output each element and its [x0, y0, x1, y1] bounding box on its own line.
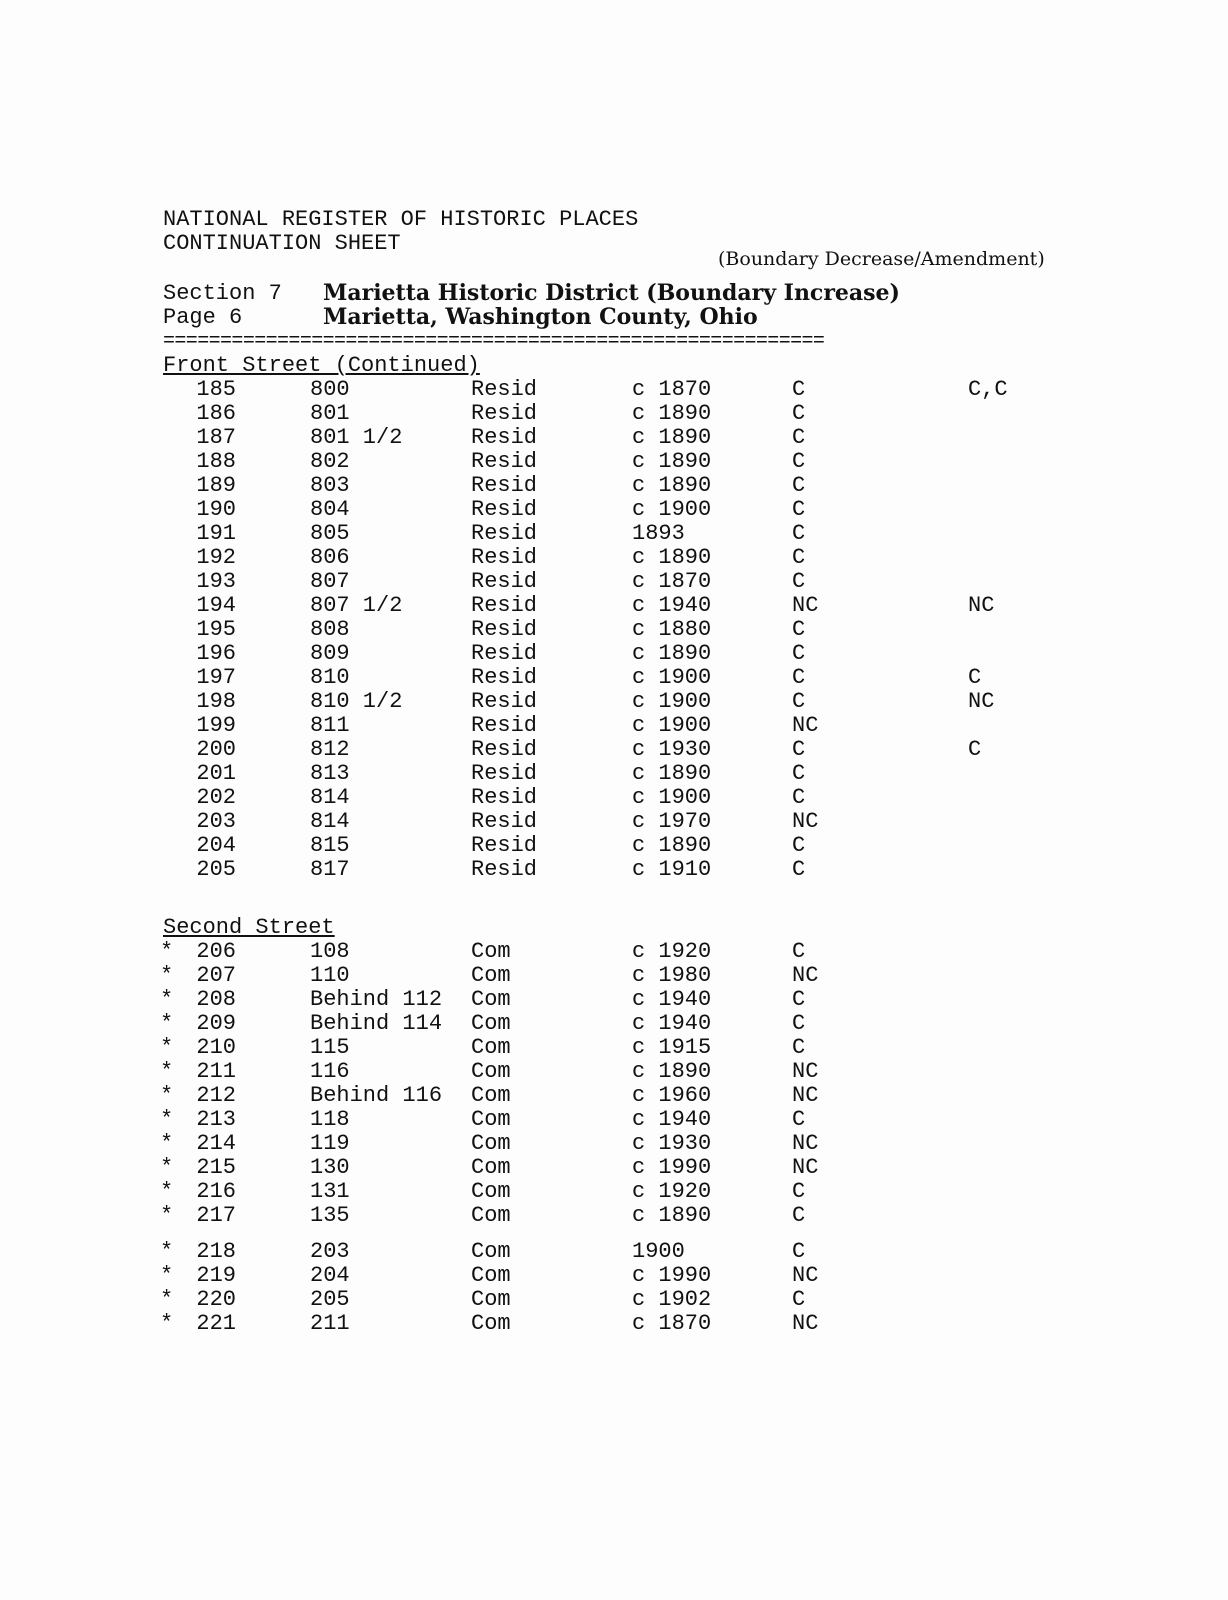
date: c 1900 [632, 713, 712, 738]
use-type: Resid [471, 761, 538, 786]
table-row [0, 570, 1228, 594]
address: 807 1/2 [310, 593, 403, 618]
date: c 1870 [632, 1311, 712, 1336]
table-row [0, 964, 1228, 988]
date: c 1960 [632, 1083, 712, 1108]
resource-number: 213 [196, 1107, 236, 1132]
use-type: Com [471, 1203, 511, 1228]
date: c 1900 [632, 665, 712, 690]
status: C [792, 473, 806, 498]
status: C [792, 1179, 806, 1204]
use-type: Com [471, 939, 511, 964]
table-row [0, 1288, 1228, 1312]
status: C [792, 939, 806, 964]
status: NC [792, 1263, 819, 1288]
date: c 1870 [632, 569, 712, 594]
date: c 1890 [632, 425, 712, 450]
resource-number: 216 [196, 1179, 236, 1204]
table-row [0, 858, 1228, 882]
entry-marker: * [160, 1131, 174, 1156]
resource-number: 217 [196, 1203, 236, 1228]
status: C [792, 737, 806, 762]
boundary-note: (Boundary Decrease/Amendment) [718, 248, 1045, 270]
table-row [0, 450, 1228, 474]
resource-number: 210 [196, 1035, 236, 1060]
resource-number: 190 [196, 497, 236, 522]
address: 131 [310, 1179, 350, 1204]
address: 130 [310, 1155, 350, 1180]
address: Behind 112 [310, 987, 443, 1012]
separator-rule: ========================================================== [163, 330, 825, 353]
entry-marker: * [160, 1287, 174, 1312]
status: C [792, 1203, 806, 1228]
resource-number: 208 [196, 987, 236, 1012]
status: C [792, 449, 806, 474]
use-type: Resid [471, 833, 538, 858]
use-type: Com [471, 1059, 511, 1084]
resource-number: 195 [196, 617, 236, 642]
address: 806 [310, 545, 350, 570]
address: 817 [310, 857, 350, 882]
use-type: Com [471, 1011, 511, 1036]
date: c 1930 [632, 737, 712, 762]
resource-number: 206 [196, 939, 236, 964]
table-row [0, 1180, 1228, 1204]
address: 814 [310, 785, 350, 810]
date: c 1900 [632, 785, 712, 810]
status: C [792, 401, 806, 426]
status: C [792, 497, 806, 522]
additional-status: C,C [968, 377, 1008, 402]
address: 205 [310, 1287, 350, 1312]
use-type: Com [471, 1155, 511, 1180]
use-type: Com [471, 1179, 511, 1204]
resource-number: 211 [196, 1059, 236, 1084]
status: NC [792, 1311, 819, 1336]
address: 810 [310, 665, 350, 690]
status: C [792, 641, 806, 666]
address: 115 [310, 1035, 350, 1060]
status: C [792, 1011, 806, 1036]
address: 801 1/2 [310, 425, 403, 450]
address: 813 [310, 761, 350, 786]
location-line: Marietta, Washington County, Ohio [323, 304, 758, 330]
use-type: Com [471, 1107, 511, 1132]
address: 108 [310, 939, 350, 964]
resource-number: 203 [196, 809, 236, 834]
resource-number: 192 [196, 545, 236, 570]
address: 118 [310, 1107, 350, 1132]
section-title: Marietta Historic District (Boundary Increase) [323, 280, 900, 306]
date: c 1870 [632, 377, 712, 402]
use-type: Resid [471, 593, 538, 618]
status: C [792, 1035, 806, 1060]
table-row [0, 988, 1228, 1012]
use-type: Resid [471, 425, 538, 450]
date: c 1890 [632, 473, 712, 498]
entry-marker: * [160, 987, 174, 1012]
address: Behind 116 [310, 1083, 443, 1108]
date: c 1900 [632, 689, 712, 714]
status: C [792, 665, 806, 690]
status: C [792, 761, 806, 786]
status: C [792, 545, 806, 570]
use-type: Com [471, 1131, 511, 1156]
use-type: Resid [471, 617, 538, 642]
table-row [0, 594, 1228, 618]
date: c 1940 [632, 1107, 712, 1132]
table-row [0, 426, 1228, 450]
resource-number: 202 [196, 785, 236, 810]
entry-marker: * [160, 1263, 174, 1288]
table-row [0, 1084, 1228, 1108]
page-label: Page 6 [163, 305, 243, 330]
address: 815 [310, 833, 350, 858]
resource-number: 218 [196, 1239, 236, 1264]
resource-number: 185 [196, 377, 236, 402]
resource-number: 186 [196, 401, 236, 426]
table-row [0, 618, 1228, 642]
table-row [0, 786, 1228, 810]
address: 807 [310, 569, 350, 594]
address: 814 [310, 809, 350, 834]
table-row [0, 810, 1228, 834]
date: c 1890 [632, 641, 712, 666]
resource-number: 200 [196, 737, 236, 762]
resource-number: 196 [196, 641, 236, 666]
table-row [0, 762, 1228, 786]
status: NC [792, 1083, 819, 1108]
section-label: Section 7 [163, 281, 282, 306]
resource-number: 220 [196, 1287, 236, 1312]
use-type: Com [471, 1239, 511, 1264]
table-row [0, 642, 1228, 666]
table-row [0, 378, 1228, 402]
address: 203 [310, 1239, 350, 1264]
address: 809 [310, 641, 350, 666]
use-type: Resid [471, 689, 538, 714]
date: c 1940 [632, 1011, 712, 1036]
status: NC [792, 1131, 819, 1156]
status: C [792, 425, 806, 450]
status: NC [792, 809, 819, 834]
table-row [0, 1312, 1228, 1336]
use-type: Resid [471, 641, 538, 666]
table-row [0, 498, 1228, 522]
status: C [792, 1107, 806, 1132]
additional-status: NC [968, 689, 995, 714]
resource-number: 201 [196, 761, 236, 786]
status: C [792, 569, 806, 594]
entry-marker: * [160, 1155, 174, 1180]
status: C [792, 521, 806, 546]
date: c 1902 [632, 1287, 712, 1312]
use-type: Com [471, 963, 511, 988]
status: C [792, 857, 806, 882]
use-type: Resid [471, 545, 538, 570]
additional-status: NC [968, 593, 995, 618]
table-row [0, 402, 1228, 426]
resource-number: 212 [196, 1083, 236, 1108]
date: c 1910 [632, 857, 712, 882]
table-row [0, 1204, 1228, 1228]
date: c 1900 [632, 497, 712, 522]
resource-number: 197 [196, 665, 236, 690]
entry-marker: * [160, 1011, 174, 1036]
resource-number: 209 [196, 1011, 236, 1036]
resource-number: 204 [196, 833, 236, 858]
table-row [0, 1036, 1228, 1060]
address: 135 [310, 1203, 350, 1228]
resource-number: 189 [196, 473, 236, 498]
table-row [0, 714, 1228, 738]
use-type: Resid [471, 569, 538, 594]
use-type: Resid [471, 473, 538, 498]
table-row [0, 1240, 1228, 1264]
table-row [0, 1060, 1228, 1084]
date: c 1890 [632, 401, 712, 426]
resource-number: 215 [196, 1155, 236, 1180]
table-row [0, 940, 1228, 964]
status: C [792, 1239, 806, 1264]
header-title: NATIONAL REGISTER OF HISTORIC PLACES [163, 207, 639, 232]
front-street-heading: Front Street (Continued) [163, 353, 480, 378]
date: c 1890 [632, 545, 712, 570]
table-row [0, 474, 1228, 498]
address: 211 [310, 1311, 350, 1336]
entry-marker: * [160, 1035, 174, 1060]
resource-number: 221 [196, 1311, 236, 1336]
use-type: Resid [471, 521, 538, 546]
use-type: Resid [471, 665, 538, 690]
additional-status: C [968, 665, 982, 690]
status: NC [792, 963, 819, 988]
use-type: Resid [471, 377, 538, 402]
entry-marker: * [160, 1311, 174, 1336]
entry-marker: * [160, 1083, 174, 1108]
date: c 1890 [632, 833, 712, 858]
use-type: Resid [471, 449, 538, 474]
date: c 1880 [632, 617, 712, 642]
address: 204 [310, 1263, 350, 1288]
address: 802 [310, 449, 350, 474]
date: c 1890 [632, 1059, 712, 1084]
address: 808 [310, 617, 350, 642]
status: C [792, 377, 806, 402]
entry-marker: * [160, 1239, 174, 1264]
resource-number: 199 [196, 713, 236, 738]
table-row [0, 690, 1228, 714]
date: c 1970 [632, 809, 712, 834]
table-row [0, 1264, 1228, 1288]
date: c 1940 [632, 593, 712, 618]
table-row [0, 666, 1228, 690]
use-type: Resid [471, 737, 538, 762]
additional-status: C [968, 737, 982, 762]
date: c 1890 [632, 761, 712, 786]
date: c 1890 [632, 449, 712, 474]
resource-number: 205 [196, 857, 236, 882]
resource-number: 214 [196, 1131, 236, 1156]
address: 800 [310, 377, 350, 402]
date: c 1920 [632, 1179, 712, 1204]
date: 1900 [632, 1239, 685, 1264]
address: 810 1/2 [310, 689, 403, 714]
resource-number: 193 [196, 569, 236, 594]
table-row [0, 522, 1228, 546]
date: c 1890 [632, 1203, 712, 1228]
table-row [0, 546, 1228, 570]
status: NC [792, 1155, 819, 1180]
status: NC [792, 593, 819, 618]
use-type: Resid [471, 809, 538, 834]
entry-marker: * [160, 939, 174, 964]
use-type: Resid [471, 497, 538, 522]
entry-marker: * [160, 1203, 174, 1228]
address: 805 [310, 521, 350, 546]
status: C [792, 617, 806, 642]
address: Behind 114 [310, 1011, 443, 1036]
resource-number: 194 [196, 593, 236, 618]
resource-number: 188 [196, 449, 236, 474]
status: C [792, 987, 806, 1012]
date: c 1990 [632, 1263, 712, 1288]
address: 119 [310, 1131, 350, 1156]
entry-marker: * [160, 1107, 174, 1132]
status: NC [792, 713, 819, 738]
header-subtitle: CONTINUATION SHEET [163, 231, 401, 256]
date: c 1915 [632, 1035, 712, 1060]
use-type: Com [471, 1083, 511, 1108]
second-street-heading: Second Street [163, 915, 335, 940]
use-type: Com [471, 1035, 511, 1060]
use-type: Resid [471, 785, 538, 810]
address: 811 [310, 713, 350, 738]
entry-marker: * [160, 1179, 174, 1204]
resource-number: 191 [196, 521, 236, 546]
use-type: Com [471, 1263, 511, 1288]
address: 110 [310, 963, 350, 988]
entry-marker: * [160, 963, 174, 988]
address: 804 [310, 497, 350, 522]
address: 801 [310, 401, 350, 426]
table-row [0, 738, 1228, 762]
use-type: Resid [471, 713, 538, 738]
date: c 1980 [632, 963, 712, 988]
status: C [792, 785, 806, 810]
resource-number: 207 [196, 963, 236, 988]
address: 116 [310, 1059, 350, 1084]
date: c 1940 [632, 987, 712, 1012]
use-type: Resid [471, 401, 538, 426]
status: C [792, 833, 806, 858]
resource-number: 219 [196, 1263, 236, 1288]
use-type: Com [471, 987, 511, 1012]
status: NC [792, 1059, 819, 1084]
table-row [0, 1108, 1228, 1132]
status: C [792, 689, 806, 714]
table-row [0, 1012, 1228, 1036]
resource-number: 187 [196, 425, 236, 450]
table-row [0, 834, 1228, 858]
table-row [0, 1132, 1228, 1156]
status: C [792, 1287, 806, 1312]
use-type: Com [471, 1311, 511, 1336]
address: 803 [310, 473, 350, 498]
address: 812 [310, 737, 350, 762]
date: 1893 [632, 521, 685, 546]
date: c 1990 [632, 1155, 712, 1180]
resource-number: 198 [196, 689, 236, 714]
use-type: Resid [471, 857, 538, 882]
entry-marker: * [160, 1059, 174, 1084]
table-row [0, 1156, 1228, 1180]
date: c 1930 [632, 1131, 712, 1156]
use-type: Com [471, 1287, 511, 1312]
date: c 1920 [632, 939, 712, 964]
